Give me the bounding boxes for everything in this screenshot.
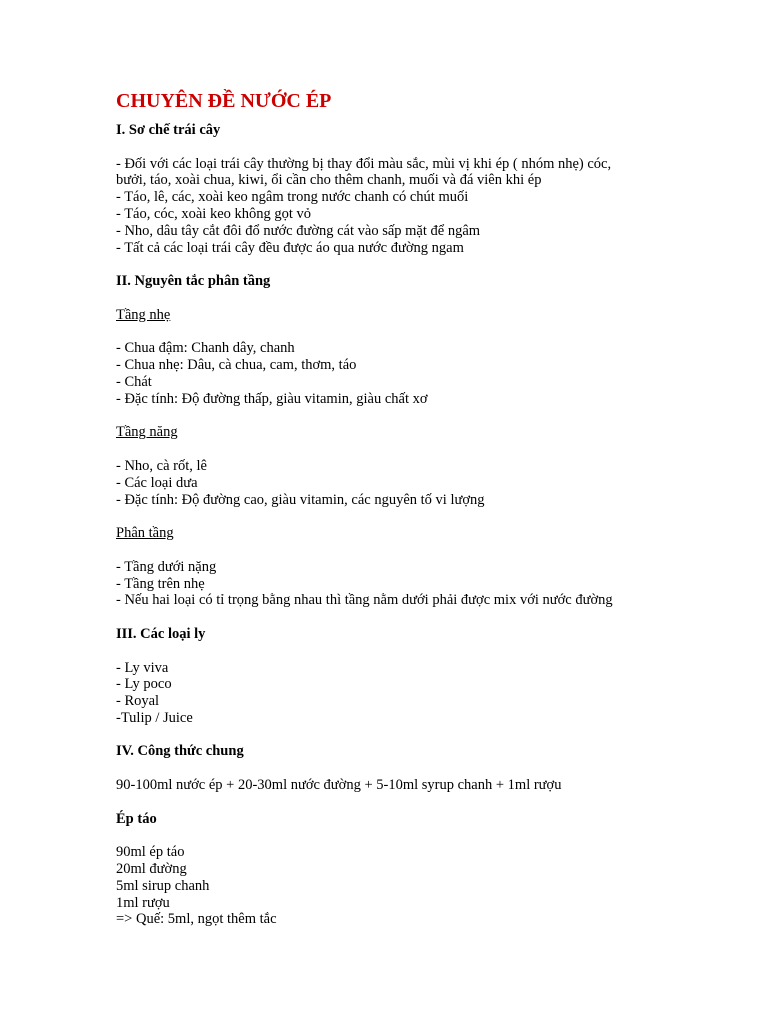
list-item: - Chua nhẹ: Dâu, cà chua, cam, thơm, táo xyxy=(116,357,357,374)
list-item: - Royal xyxy=(116,693,160,710)
document-content xyxy=(116,90,736,928)
subheading-heavy-layer: Tầng năng xyxy=(116,424,178,441)
list-item: - Nếu hai loại có tỉ trọng bằng nhau thì tầng nằm dưới phải được mix với nước đường xyxy=(116,592,613,609)
subheading-light-layer: Tầng nhẹ xyxy=(116,306,171,323)
list-item: - Tầng dưới nặng xyxy=(116,558,217,575)
paragraph-line: bưởi, táo, xoài chua, kiwi, ổi cần cho thêm chanh, muối và đá viên khi ép xyxy=(116,172,542,189)
list-item: -Tulip / Juice xyxy=(116,709,193,726)
recipe-line: 1ml rượu xyxy=(116,894,170,911)
paragraph-line: - Táo, cóc, xoài keo không gọt vỏ xyxy=(116,205,312,222)
subheading-layering: Phân tầng xyxy=(116,525,174,542)
section-heading-3: III. Các loại ly xyxy=(116,625,206,642)
list-item: - Chua đậm: Chanh dây, chanh xyxy=(116,340,295,357)
list-item: - Đặc tính: Độ đường cao, giàu vitamin, các nguyên tố vi lượng xyxy=(116,491,485,508)
list-item: - Chát xyxy=(116,373,152,390)
list-item: - Nho, cà rốt, lê xyxy=(116,457,207,474)
paragraph-line: - Táo, lê, các, xoài keo ngâm trong nước chanh có chút muối xyxy=(116,189,469,206)
section-heading-1: I. Sơ chế trái cây xyxy=(116,122,221,138)
recipe-line: => Quế: 5ml, ngọt thêm tắc xyxy=(116,911,277,928)
list-item: - Tầng trên nhẹ xyxy=(116,575,205,592)
list-item: - Ly viva xyxy=(116,659,169,676)
section-heading-2: II. Nguyên tắc phân tầng xyxy=(116,273,271,290)
paragraph-line: - Nho, dâu tây cắt đôi đổ nước đường cát vào sấp mặt để ngâm xyxy=(116,222,481,239)
recipe-line: 90ml ép táo xyxy=(116,844,185,861)
recipe-line: 20ml đường xyxy=(116,861,187,878)
section-heading-4: IV. Công thức chung xyxy=(116,743,244,760)
list-item: - Các loại dưa xyxy=(116,474,198,491)
document-title: CHUYÊN ĐỀ NƯỚC ÉP xyxy=(116,90,332,112)
paragraph-line: - Đối với các loại trái cây thường bị thay đổi màu sắc, mùi vị khi ép ( nhóm nhẹ) cóc, xyxy=(116,155,612,172)
paragraph-line: - Tất cả các loại trái cây đều được áo qua nước đường ngam xyxy=(116,239,464,256)
section-heading-5: Ép táo xyxy=(116,810,157,827)
formula-line: 90-100ml nước ép + 20-30ml nước đường + 5-10ml syrup chanh + 1ml rượu xyxy=(116,777,562,794)
recipe-line: 5ml sirup chanh xyxy=(116,877,210,894)
list-item: - Đặc tính: Độ đường thấp, giàu vitamin, giàu chất xơ xyxy=(116,390,428,407)
list-item: - Ly poco xyxy=(116,676,172,693)
